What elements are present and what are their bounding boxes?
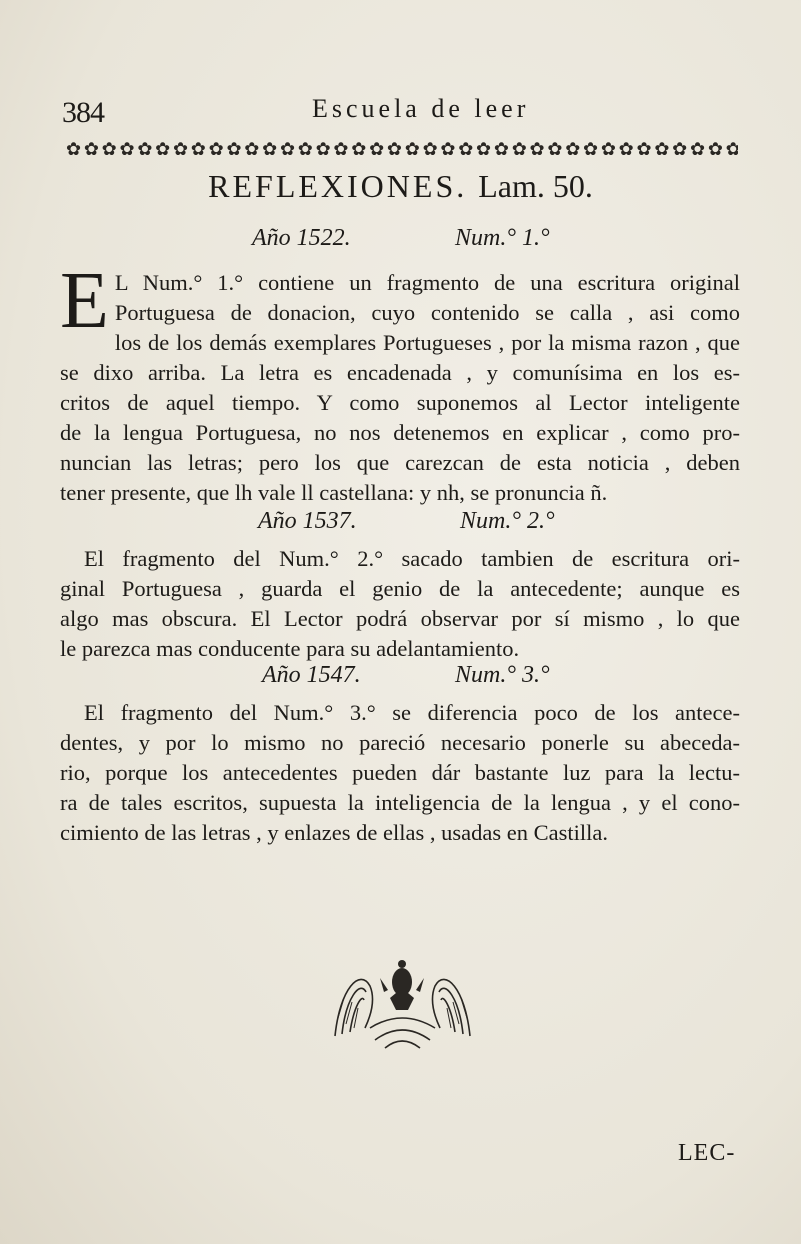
fleuron-icon: ✿ [672,138,685,159]
fleuron-icon: ✿ [458,138,471,159]
text-line: El fragmento del Num.° 2.° sacado tambien de escritura ori- [84,546,740,571]
section-heading [0,168,801,205]
text-line: se dixo arriba. La letra es encadenada , y comunísima en los es- [60,360,740,385]
ornament-band [66,138,738,160]
fleuron-icon: ✿ [725,138,738,159]
fleuron-icon: ✿ [172,138,186,159]
fleuron-icon: ✿ [83,138,96,159]
text-line: tener presente, que lh vale ll castellana: y nh, se pronuncia ñ. [60,480,608,505]
text-line: cimiento de las letras , y enlazes de ellas , usadas en Castilla. [60,820,608,845]
text-line: dentes, y por lo mismo no pareció necesario ponerle su abeceda- [60,730,740,755]
fleuron-icon: ✿ [565,138,578,159]
entry-1-paragraph [60,257,740,508]
text-line: de la lengua Portuguesa, no nos detenemos en explicar , como pro- [60,420,740,445]
vignette-ornament-icon [330,958,475,1050]
fleuron-icon: ✿ [297,138,310,159]
entry-3-paragraph [60,698,740,848]
fleuron-icon: ✿ [208,138,221,159]
text-line: algo mas obscura. El Lector podrá observar por sí mismo , lo que [60,606,740,631]
text-line: critos de aquel tiempo. Y como suponemos al Lector inteligente [60,390,740,415]
fleuron-icon: ✿ [351,138,364,159]
fleuron-icon: ✿ [618,138,631,159]
fleuron-icon: ✿ [155,138,168,159]
fleuron-icon: ✿ [440,138,453,159]
fleuron-icon: ✿ [583,138,596,159]
entry-3-number: Num.° 3.° [455,662,550,688]
fleuron-icon: ✿ [262,138,275,159]
fleuron-icon: ✿ [119,138,132,159]
entry-1-year: Año 1522. [252,225,351,251]
fleuron-icon: ✿ [101,138,114,159]
fleuron-icon: ✿ [404,138,417,159]
text-line: ginal Portuguesa , guarda el genio de la antecedente; aunque es [60,576,740,601]
entry-2-year: Año 1537. [258,508,357,534]
fleuron-icon: ✿ [511,138,524,159]
fleuron-icon: ✿ [707,138,720,159]
text-line: L Num.° 1.° contiene un fragmento de una escritura original [114,270,740,295]
fleuron-icon: ✿ [333,138,346,159]
fleuron-icon: ✿ [422,138,435,159]
page-number: 384 [62,96,104,129]
fleuron-icon: ✿ [315,138,328,159]
catchword: LEC- [678,1140,736,1166]
fleuron-icon: ✿ [493,138,506,159]
fleuron-icon: ✿ [226,138,239,159]
fleuron-icon: ✿ [600,138,613,159]
fleuron-icon: ✿ [369,138,382,159]
drop-cap: E [60,257,109,345]
fleuron-icon: ✿ [137,138,150,159]
text-line: nuncian las letras; pero los que carezcan de esta noticia , deben [60,450,740,475]
fleuron-icon: ✿ [66,138,79,159]
text-line: le parezca mas conducente para su adelantamiento. [60,636,520,661]
fleuron-icon: ✿ [529,138,542,159]
entry-1-number: Num.° 1.° [455,225,550,251]
section-title: REFLEXIONES. [208,168,468,204]
running-head [62,92,762,132]
fleuron-icon: ✿ [386,138,399,159]
text-line: Portuguesa de donacion, cuyo contenido se calla , asi como [114,300,740,325]
fleuron-icon: ✿ [547,138,560,159]
fleuron-icon: ✿ [190,138,203,159]
entry-3-year: Año 1547. [262,662,361,688]
fleuron-icon: ✿ [654,138,667,159]
running-title: Escuela de leer [312,94,530,123]
fleuron-icon: ✿ [636,138,649,159]
fleuron-icon: ✿ [244,138,257,159]
fleuron-icon: ✿ [689,138,703,159]
plate-reference: Lam. 50. [478,168,593,204]
fleuron-icon: ✿ [279,138,293,159]
text-line: los de los demás exemplares Portugueses , por la misma razon , que [114,330,740,355]
text-line: rio, porque los antecedentes pueden dár bastante luz para la lectu- [60,760,740,785]
fleuron-icon: ✿ [476,138,489,159]
entry-2-paragraph [60,544,740,664]
text-line: ra de tales escritos, supuesta la inteligencia de la lengua , y el cono- [60,790,740,815]
entry-2-number: Num.° 2.° [460,508,555,534]
text-line: El fragmento del Num.° 3.° se diferencia poco de los antece- [84,700,740,725]
